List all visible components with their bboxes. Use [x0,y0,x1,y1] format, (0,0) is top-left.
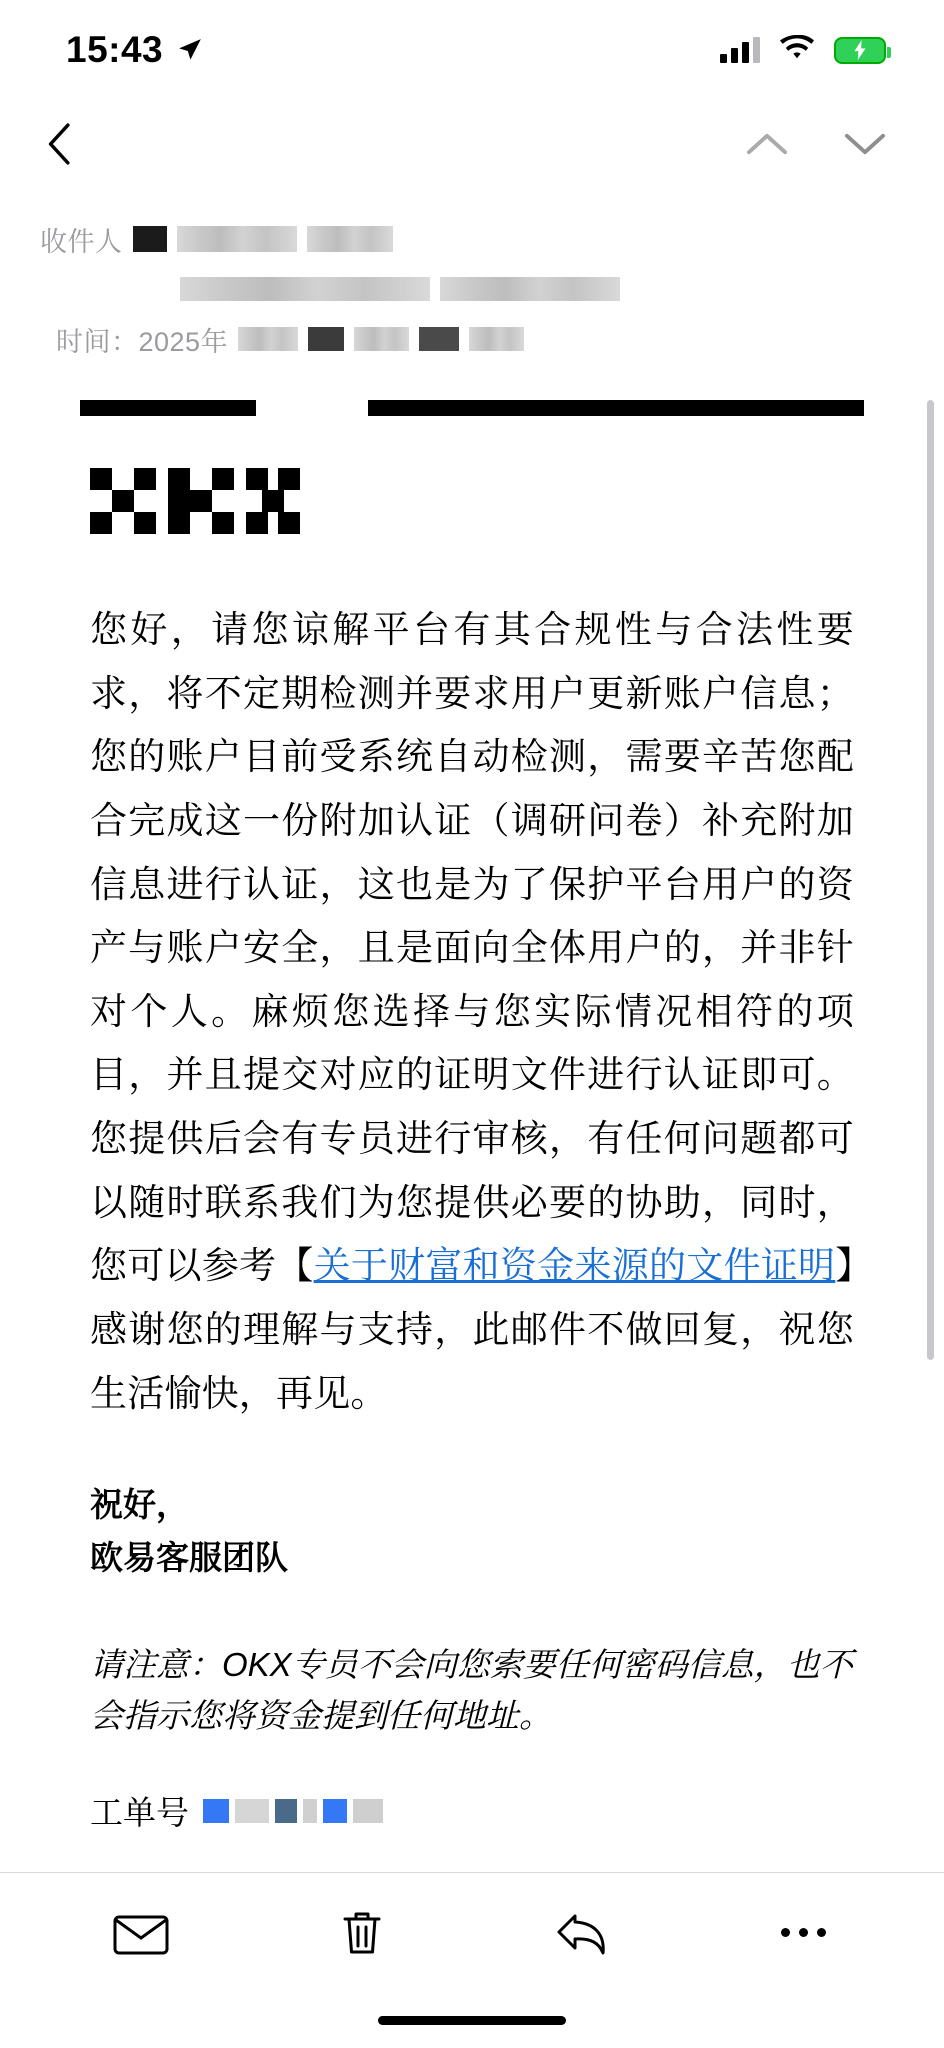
next-message-button[interactable] [842,129,888,164]
location-arrow-icon [177,37,203,63]
header-banner-divider [80,400,864,416]
cellular-signal-icon [720,37,760,63]
ticket-number-row [90,1787,854,1834]
redacted-block [133,226,167,252]
more-options-button[interactable] [744,1888,864,1978]
ticket-number-label: 工单号 [90,1794,189,1831]
redacted-block [307,226,393,252]
status-clock: 15:43 [66,29,164,70]
redacted-block [180,277,430,301]
paragraph-text-part1: 您好，请您谅解平台有其合规性与合法性要求，将不定期检测并要求用户更新账户信息；您的账户目前受系统自动检测，需要辛苦您配合完成这一份附加认证（调研问卷）补充附加信息进行认证，这也是为了保护平台用户的资产与账户安全，且是面向全体用户的，并非针对个人。麻烦您选择与您实际情况相符的项目，并且提交对应的证明文件进行认证即可。您提供后会有专员进行审核，有任何问题都可以随时联系我们为您提供必要的协助，同时，您可以参考【 [90,609,854,1287]
status-bar-right [720,35,886,66]
redacted-block [177,226,297,252]
redacted-recipient-row-2 [40,264,904,314]
redacted-block [354,327,409,351]
navigation-bar [0,100,944,192]
delete-button[interactable] [302,1888,422,1978]
signoff-block [90,1479,854,1585]
redacted-block [238,327,298,351]
mail-action-toolbar [0,1872,944,1992]
recipient-label: 收件人 [40,226,123,257]
redacted-block [469,327,524,351]
timestamp-label: 时间：2025年 [56,326,229,357]
previous-message-button[interactable] [744,129,790,164]
redacted-block [440,277,620,301]
mark-unread-button[interactable] [81,1888,201,1978]
redacted-block [419,327,459,351]
message-pager [744,129,888,164]
mail-meta-header [0,192,944,390]
recipient-row [40,214,904,264]
paragraph-text-part2: 】感谢您的理解与支持，此邮件不做回复，祝您生活愉快，再见。 [90,1245,854,1414]
mail-paragraph [90,598,854,1425]
vertical-scrollbar[interactable] [927,400,934,1360]
timestamp-row [40,314,904,364]
signoff-team: 欧易客服团队 [90,1538,288,1576]
okx-logo [90,468,300,540]
status-bar [0,0,944,100]
redacted-block [308,327,344,351]
status-bar-left [66,29,203,71]
mail-body[interactable] [0,390,944,1872]
wifi-icon [780,35,814,66]
signoff-greeting: 祝好， [90,1486,189,1524]
security-notice: 请注意：OKX专员不会向您索要任何密码信息，也不会指示您将资金提到任何地址。 [90,1645,853,1734]
reply-button[interactable] [523,1888,643,1978]
redacted-ticket-value [203,1799,383,1823]
home-indicator-area [0,1992,944,2048]
back-button[interactable] [40,122,80,171]
home-indicator[interactable] [378,2016,566,2025]
battery-charging-icon [834,37,886,64]
more-dots-icon [781,1928,826,1937]
wealth-source-doc-link[interactable]: 关于财富和资金来源的文件证明 [313,1245,836,1287]
